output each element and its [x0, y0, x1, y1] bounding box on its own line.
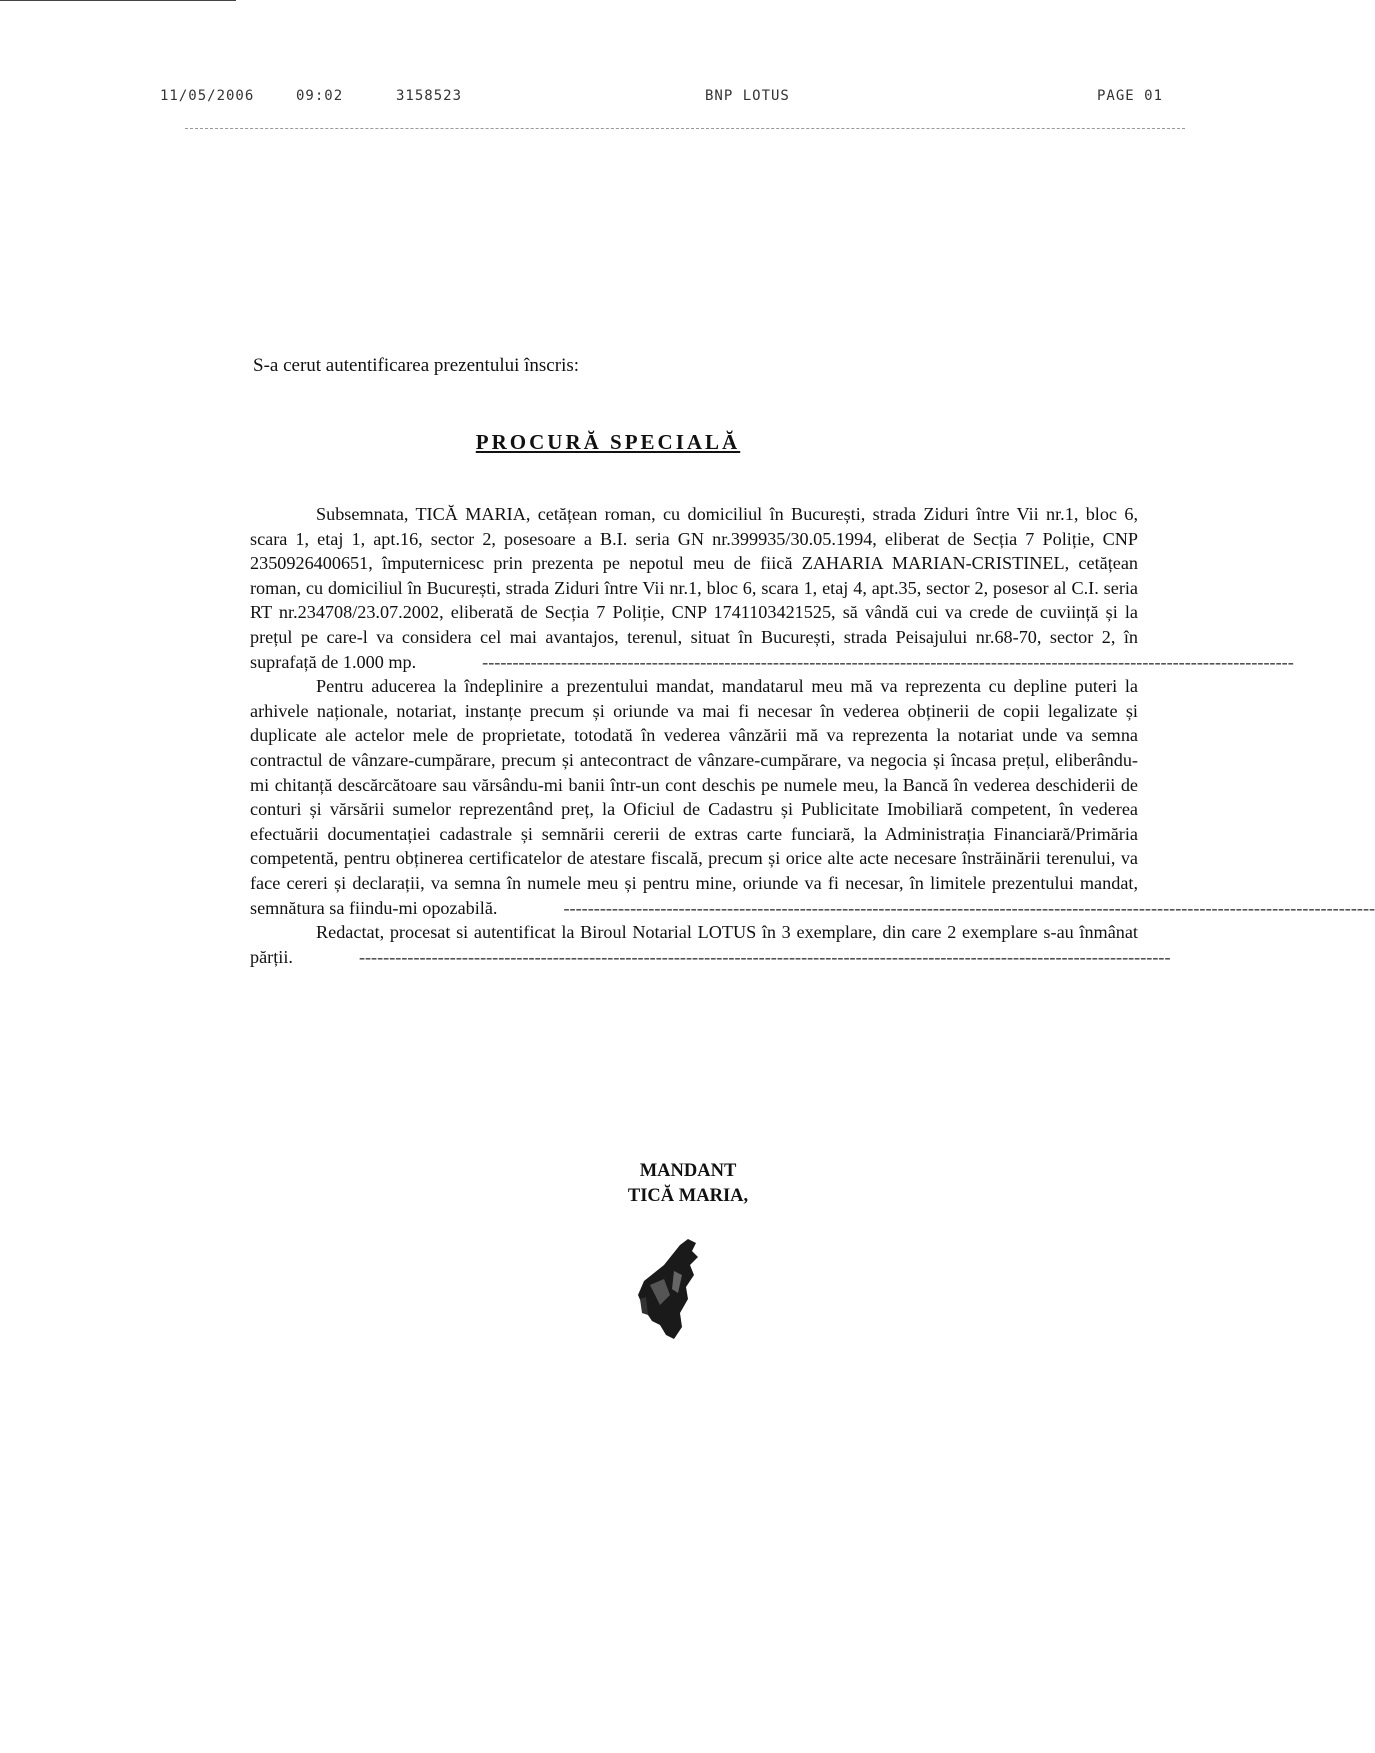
fax-date: 11/05/2006	[160, 88, 255, 104]
paragraph-text: Subsemnata, TICĂ MARIA, cetățean roman, cu domiciliul în București, strada Ziduri între Vii nr.1, bloc 6, scara 1, etaj 1, apt.16, sector 2, posesoare a B.I. seria GN nr.399935/30.05.1994, eliberat de Secția 7 Poliție, CNP 2350926400651, împuternicesc prin prezenta pe nepotul meu de fiică ZAHARIA MARIAN-CRISTINEL, cetățean roman, cu domiciliul în București, strada Ziduri între Vii nr.1, bloc 6, scara 1, etaj 4, apt.35, sector 2, posesor al C.I. seria RT nr.234708/23.07.2002, eliberată de Secția 7 Poliție, CNP 1741103421525, să vândă cui va crede de cuviință și la prețul pe care-l va considera cel mai avantajos, terenul, situat în București, strada Peisajului nr.68-70, sector 2, în suprafață de 1.000 mp.	[250, 504, 1138, 672]
dash-filler: --------------------------------------------------------------------------------------------------------------------------------------	[482, 651, 1294, 672]
signature-block	[0, 1159, 1216, 1209]
handwritten-signature-mark	[630, 1235, 710, 1345]
top-edge-line	[0, 0, 236, 1]
document-body	[250, 502, 1375, 969]
fax-sender: BNP LOTUS	[705, 88, 790, 104]
paragraph-text: Redactat, procesat si autentificat la Biroul Notarial LOTUS în 3 exemplare, din care 2 exemplare s-au înmânat părții.	[250, 922, 1138, 967]
document-title: PROCURĂ SPECIALĂ	[475, 430, 741, 454]
paragraph-mandate	[250, 502, 1294, 674]
authentication-request: S-a cerut autentificarea prezentului înscris:	[253, 355, 580, 376]
paragraph-closing	[250, 920, 1171, 969]
fax-number: 3158523	[396, 88, 463, 104]
paragraph-powers	[250, 674, 1375, 920]
dash-filler: --------------------------------------------------------------------------------------------------------------------------------------	[563, 897, 1375, 918]
fax-header	[160, 88, 1180, 108]
signature-name: TICĂ MARIA,	[627, 1186, 749, 1206]
signature-role: MANDANT	[639, 1161, 737, 1181]
fax-header-rule	[185, 128, 1185, 129]
paragraph-text: Pentru aducerea la îndeplinire a prezentului mandat, mandatarul meu mă va reprezenta cu depline puteri la arhivele naționale, notariat, instanțe precum și oriunde va mai fi necesar în vederea obținerii de copii legalizate și duplicate ale actelor mele de proprietate, totodată în vederea vânzării mă va reprezenta la notariat unde va semna contractul de vânzare-cumpărare, precum și antecontract de vânzare-cumpărare, va negocia și încasa prețul, eliberându-mi chitanță descărcătoare sau vărsându-mi banii într-un cont deschis pe numele meu, la Bancă în vederea deschiderii de conturi și vărsării sumelor reprezentând preț, la Oficiul de Cadastru și Publicitate Imobiliară competent, în vederea efectuării documentației cadastrale și semnării cererii de extras carte funciară, la Administrația Financiară/Primăria competentă, pentru obținerea certificatelor de atestare fiscală, precum și orice alte acte necesare înstrăinării terenului, va face cereri și declarații, va semna în numele meu și pentru mine, oriunde va fi necesar, în limitele prezentului mandat, semnătura sa fiindu-mi opozabilă.	[250, 676, 1138, 918]
dash-filler: --------------------------------------------------------------------------------------------------------------------------------------	[358, 946, 1171, 967]
fax-time: 09:02	[296, 88, 344, 104]
fax-page-number: PAGE 01	[1097, 88, 1164, 104]
